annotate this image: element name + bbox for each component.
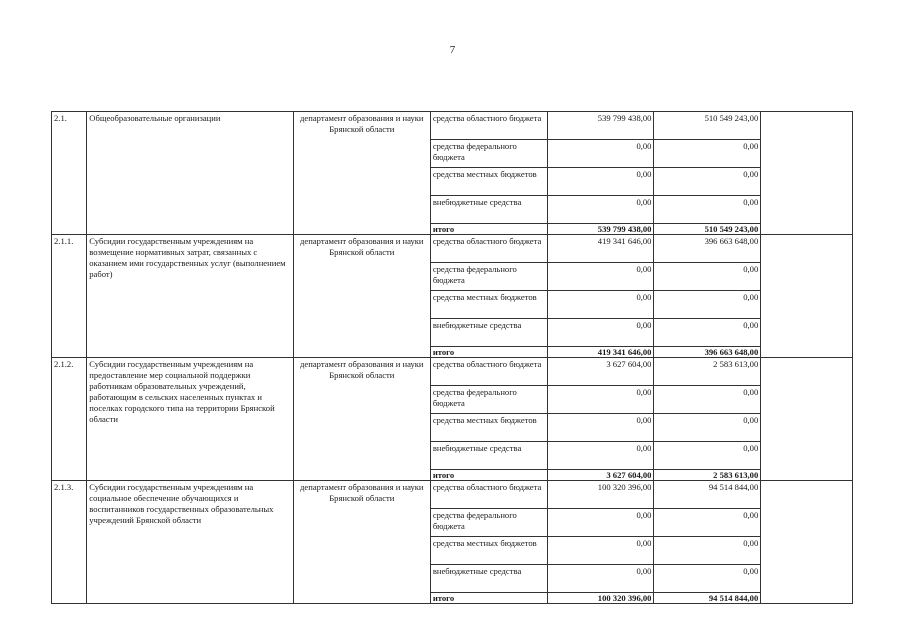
amount-col-1: 539 799 438,00 (547, 112, 654, 140)
page-number: 7 (449, 44, 456, 56)
budget-table-body (52, 112, 853, 604)
amount-col-1: 0,00 (547, 140, 654, 168)
table-row (52, 235, 853, 263)
amount-col-1: 0,00 (547, 537, 654, 565)
total-amount-col-1: 3 627 604,00 (547, 470, 654, 481)
amount-col-1: 0,00 (547, 291, 654, 319)
funding-source: внебюджетные средства (430, 319, 547, 347)
amount-col-2: 0,00 (654, 442, 761, 470)
section-executor: департамент образования и науки Брянской области (293, 358, 430, 481)
empty-column (761, 235, 853, 358)
amount-col-1: 0,00 (547, 509, 654, 537)
total-amount-col-2: 2 583 613,00 (654, 470, 761, 481)
amount-col-2: 396 663 648,00 (654, 235, 761, 263)
budget-table (51, 111, 853, 604)
total-label: итого (430, 224, 547, 235)
funding-source: внебюджетные средства (430, 196, 547, 224)
amount-col-2: 0,00 (654, 291, 761, 319)
section-number: 2.1. (52, 112, 87, 235)
amount-col-1: 419 341 646,00 (547, 235, 654, 263)
funding-source: средства областного бюджета (430, 481, 547, 509)
amount-col-1: 0,00 (547, 442, 654, 470)
amount-col-2: 0,00 (654, 537, 761, 565)
total-label: итого (430, 593, 547, 604)
funding-source: средства федерального бюджета (430, 509, 547, 537)
amount-col-2: 0,00 (654, 509, 761, 537)
amount-col-2: 0,00 (654, 263, 761, 291)
amount-col-2: 0,00 (654, 386, 761, 414)
amount-col-1: 0,00 (547, 319, 654, 347)
amount-col-1: 0,00 (547, 414, 654, 442)
total-amount-col-2: 396 663 648,00 (654, 347, 761, 358)
section-name: Общеобразовательные организации (87, 112, 294, 235)
funding-source: средства федерального бюджета (430, 140, 547, 168)
table-row (52, 481, 853, 509)
total-label: итого (430, 347, 547, 358)
funding-source: средства местных бюджетов (430, 537, 547, 565)
funding-source: средства областного бюджета (430, 235, 547, 263)
funding-source: средства областного бюджета (430, 358, 547, 386)
funding-source: средства областного бюджета (430, 112, 547, 140)
amount-col-1: 100 320 396,00 (547, 481, 654, 509)
total-amount-col-2: 510 549 243,00 (654, 224, 761, 235)
amount-col-2: 0,00 (654, 565, 761, 593)
table-row (52, 112, 853, 140)
amount-col-2: 0,00 (654, 414, 761, 442)
total-label: итого (430, 470, 547, 481)
funding-source: внебюджетные средства (430, 565, 547, 593)
amount-col-2: 94 514 844,00 (654, 481, 761, 509)
section-executor: департамент образования и науки Брянской области (293, 112, 430, 235)
total-amount-col-2: 94 514 844,00 (654, 593, 761, 604)
table-row (52, 358, 853, 386)
section-name: Субсидии государственным учреждениям на предоставление мер социальной поддержки работникам образовательных учреждений, работающим в сельских населенных пунктах и поселках городского типа на территории Брянской области (87, 358, 294, 481)
funding-source: средства местных бюджетов (430, 291, 547, 319)
amount-col-2: 0,00 (654, 140, 761, 168)
section-name: Субсидии государственным учреждениям на социальное обеспечение обучающихся и воспитанников государственных образовательных учреждений Брянской области (87, 481, 294, 604)
amount-col-2: 2 583 613,00 (654, 358, 761, 386)
section-number: 2.1.1. (52, 235, 87, 358)
total-amount-col-1: 539 799 438,00 (547, 224, 654, 235)
empty-column (761, 358, 853, 481)
empty-column (761, 481, 853, 604)
amount-col-1: 0,00 (547, 263, 654, 291)
amount-col-1: 0,00 (547, 196, 654, 224)
section-executor: департамент образования и науки Брянской области (293, 481, 430, 604)
section-number: 2.1.2. (52, 358, 87, 481)
amount-col-2: 510 549 243,00 (654, 112, 761, 140)
funding-source: средства местных бюджетов (430, 168, 547, 196)
section-name: Субсидии государственным учреждениям на возмещение нормативных затрат, связанных с оказанием ими государственных услуг (выполнением работ) (87, 235, 294, 358)
amount-col-1: 0,00 (547, 386, 654, 414)
section-executor: департамент образования и науки Брянской области (293, 235, 430, 358)
amount-col-1: 0,00 (547, 565, 654, 593)
amount-col-2: 0,00 (654, 319, 761, 347)
funding-source: средства федерального бюджета (430, 386, 547, 414)
funding-source: средства местных бюджетов (430, 414, 547, 442)
total-amount-col-1: 100 320 396,00 (547, 593, 654, 604)
amount-col-2: 0,00 (654, 168, 761, 196)
total-amount-col-1: 419 341 646,00 (547, 347, 654, 358)
funding-source: средства федерального бюджета (430, 263, 547, 291)
amount-col-2: 0,00 (654, 196, 761, 224)
amount-col-1: 0,00 (547, 168, 654, 196)
amount-col-1: 3 627 604,00 (547, 358, 654, 386)
empty-column (761, 112, 853, 235)
funding-source: внебюджетные средства (430, 442, 547, 470)
section-number: 2.1.3. (52, 481, 87, 604)
